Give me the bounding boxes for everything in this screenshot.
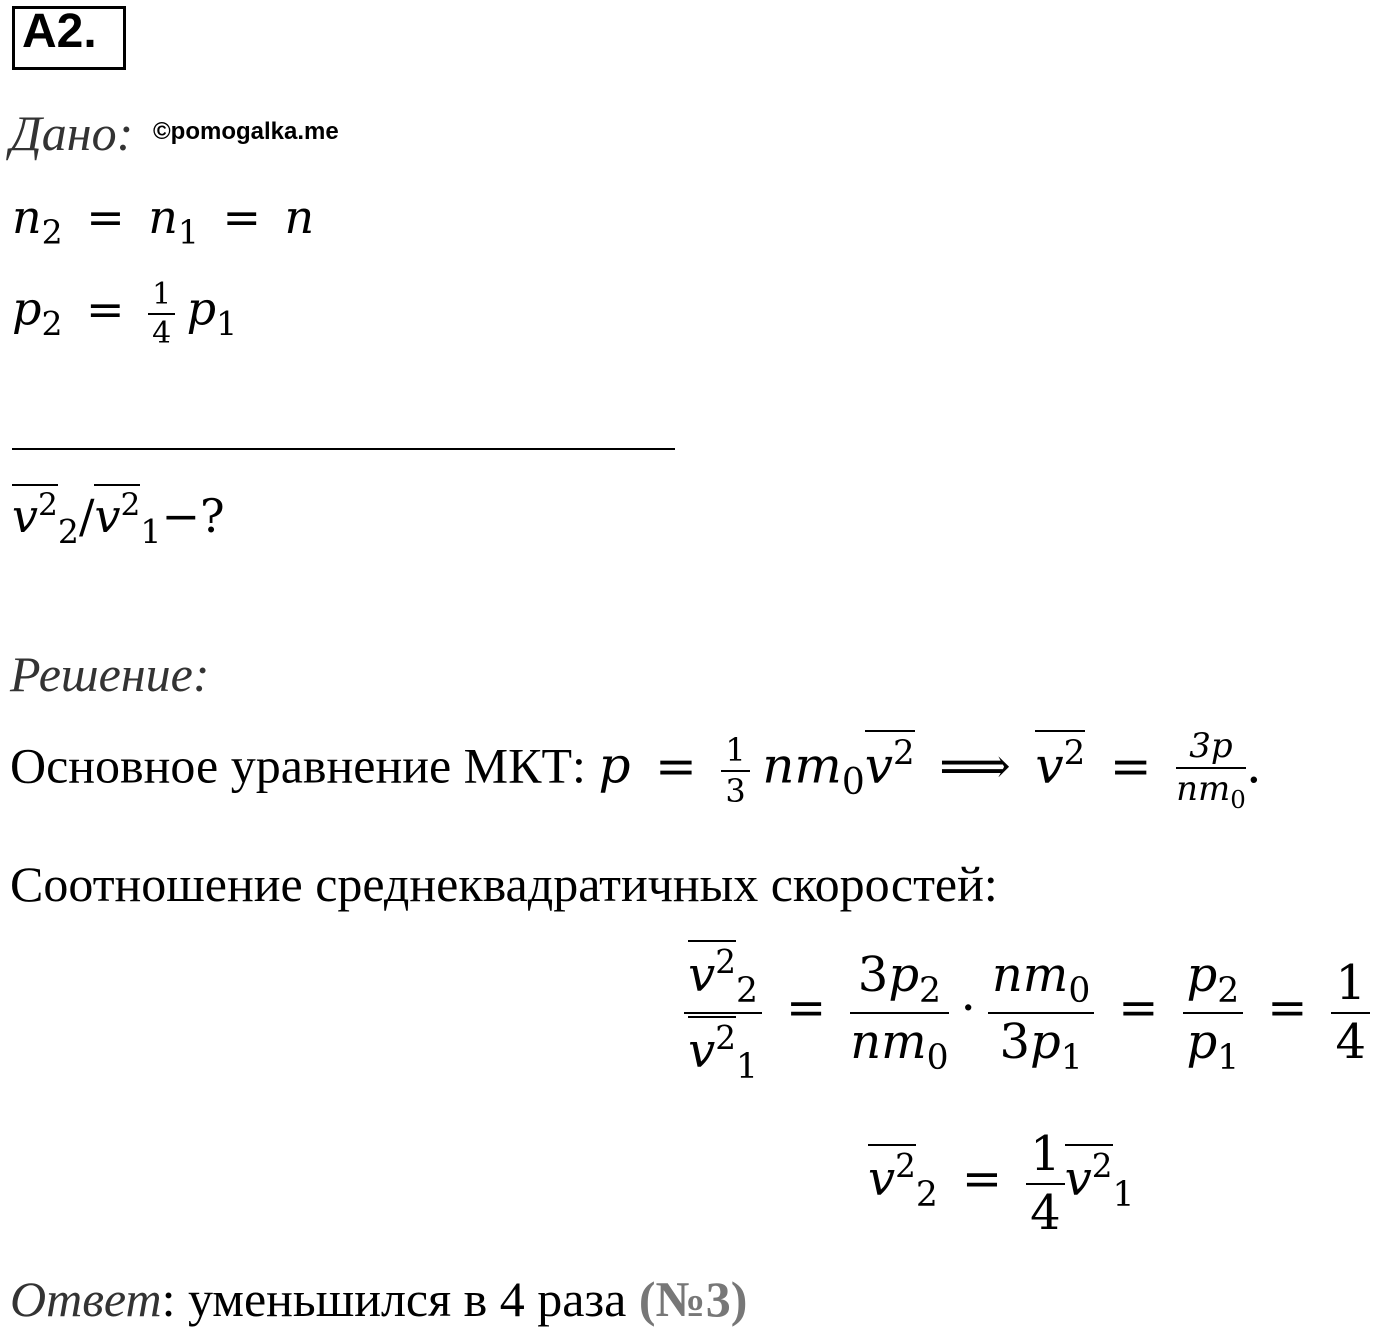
fraction-nm0-over-3p1: $\frac{nm_0}{3p_1}$ <box>988 949 1094 1077</box>
answer-option-number: (№3) <box>638 1271 748 1327</box>
given-equation-concentration: $n_2 = n_1 = n$ <box>12 190 315 252</box>
given-equation-pressure: $p_2$ = $\frac{1}{4}$ $p_1$ <box>12 277 238 351</box>
ratio-equation: $\frac{v^2_2}{v^2_1}$ = $\frac{3p_2}{nm_0}$ · $\frac{nm_0}{3p_1}$ = $\frac{p_2}{p_1}$ = $\frac{1}{4}$ <box>684 940 1370 1086</box>
fraction-one-quarter: $\frac{1}{4}$ <box>148 278 175 350</box>
answer-text: уменьшился в 4 раза <box>187 1271 627 1327</box>
answer-line: Ответ: уменьшился в 4 раза (№3) <box>10 1271 748 1327</box>
given-separator-line <box>12 448 675 450</box>
fraction-one-third: $\frac{1}{3}$ <box>721 733 749 809</box>
fraction-one-quarter-final: $\frac{1}{4}$ <box>1026 1128 1065 1240</box>
solution-heading: Решение: <box>10 646 210 702</box>
fraction-p2-over-p1: $\frac{p_2}{p_1}$ <box>1183 949 1244 1077</box>
result-equation: $v^2_2$ = $\frac{1}{4}$ $v^2_1$ <box>868 1126 1135 1241</box>
fraction-one-quarter-result: $\frac{1}{4}$ <box>1331 957 1370 1069</box>
fraction-v2-ratio: $\frac{v^2_2}{v^2_1}$ <box>684 940 762 1086</box>
ratio-heading: Соотношение среднеквадратичных скоростей: <box>10 856 998 912</box>
find-expression: $v^2_2/v^2_1-$? <box>12 484 225 551</box>
task-number: A2. <box>22 5 97 58</box>
fraction-3p-over-nm0: $\frac{3p}{nm_0}$ <box>1176 726 1246 815</box>
fraction-3p2-over-nm0: $\frac{3p_2}{nm_0}$ <box>850 946 949 1079</box>
answer-heading: Ответ <box>10 1271 162 1327</box>
mkt-equation-line: Основное уравнение МКТ: p = $\frac{1}{3}$ $nm_0v^2$ ⟹ $v^2$ = $\frac{3p}{nm_0}$ . <box>10 726 1262 815</box>
given-heading: Дано: <box>10 105 134 161</box>
watermark-text: ©pomogalka.me <box>153 118 339 145</box>
